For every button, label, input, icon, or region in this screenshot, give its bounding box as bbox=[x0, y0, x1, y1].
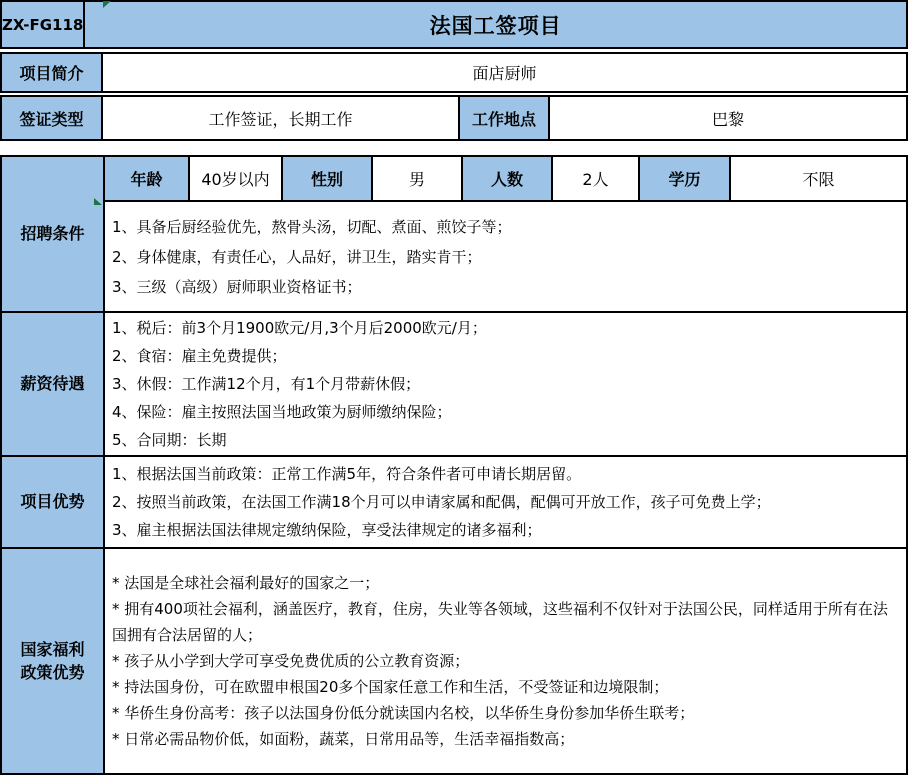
recruitment-conditions-text bbox=[105, 202, 906, 313]
age-label: 年龄 bbox=[105, 157, 190, 200]
advantage-line: 3、雇主根据法国法律规定缴纳保险，享受法律规定的诸多福利； bbox=[112, 521, 542, 539]
headcount-value: 2人 bbox=[553, 157, 640, 200]
detail-content-column bbox=[105, 157, 906, 773]
visa-type-value: 工作签证，长期工作 bbox=[103, 97, 460, 139]
project-code: ZX-FG118 bbox=[2, 2, 85, 47]
salary-line: 5、合同期：长期 bbox=[112, 431, 227, 449]
work-location-label: 工作地点 bbox=[460, 97, 550, 139]
headcount-label: 人数 bbox=[463, 157, 553, 200]
visa-type-label: 签证类型 bbox=[2, 97, 103, 139]
welfare-line: * 拥有400项社会福利，涵盖医疗，教育，住房，失业等各领域，这些福利不仅针对于法国公民，同样适用于所有在法国拥有合法居留的人； bbox=[112, 600, 888, 644]
intro-label: 项目简介 bbox=[2, 54, 103, 91]
salary-benefits-text bbox=[105, 313, 906, 457]
page-title: 法国工签项目 bbox=[85, 2, 906, 47]
salary-line: 3、休假：工作满12个月，有1个月带薪休假； bbox=[112, 375, 421, 393]
gender-value: 男 bbox=[373, 157, 463, 200]
recruitment-line: 3、三级（高级）厨师职业资格证书； bbox=[112, 277, 362, 296]
salary-label: 薪资待遇 bbox=[2, 313, 103, 457]
advantage-line: 1、根据法国当前政策：正常工作满5年，符合条件者可申请长期居留。 bbox=[112, 465, 582, 483]
recruitment-label: 招聘条件 bbox=[2, 157, 103, 313]
header-row bbox=[0, 0, 908, 49]
work-location-value: 巴黎 bbox=[711, 109, 744, 129]
intro-value: 面店厨师 bbox=[472, 64, 537, 83]
welfare-label-line1: 国家福利 bbox=[20, 639, 85, 659]
salary-line: 1、税后：前3个月1900欧元/月,3个月后2000欧元/月； bbox=[112, 319, 487, 337]
section-label-column bbox=[2, 157, 105, 773]
education-label: 学历 bbox=[640, 157, 731, 200]
detail-table bbox=[0, 155, 908, 775]
welfare-line: * 持法国身份，可在欧盟申根国20多个国家任意工作和生活，不受签证和边境限制； bbox=[112, 678, 669, 696]
project-advantages-text bbox=[105, 457, 906, 549]
welfare-line: * 日常必需品物价低，如面粉，蔬菜，日常用品等，生活幸福指数高； bbox=[112, 730, 575, 748]
salary-line: 2、食宿：雇主免费提供； bbox=[112, 347, 287, 365]
recruitment-line: 2、身体健康，有责任心，人品好，讲卫生，踏实肯干； bbox=[112, 247, 482, 266]
welfare-label bbox=[2, 549, 103, 773]
advantage-line: 2、按照当前政策，在法国工作满18个月可以申请家属和配偶，配偶可开放工作，孩子可免费上学； bbox=[112, 493, 771, 511]
education-value: 不限 bbox=[802, 170, 835, 189]
advantages-label: 项目优势 bbox=[2, 457, 103, 549]
visa-row bbox=[0, 95, 908, 141]
age-value: 40岁以内 bbox=[190, 157, 283, 200]
salary-line: 4、保险：雇主按照法国当地政策为厨师缴纳保险； bbox=[112, 403, 452, 421]
welfare-line: * 华侨生身份高考：孩子以法国身份低分就读国内名校，以华侨生身份参加华侨生联考； bbox=[112, 704, 695, 722]
welfare-line: * 法国是全球社会福利最好的国家之一； bbox=[112, 574, 380, 592]
welfare-line: * 孩子从小学到大学可享受免费优质的公立教育资源； bbox=[112, 652, 470, 670]
gender-label: 性别 bbox=[283, 157, 373, 200]
recruitment-line: 1、具备后厨经验优先，熬骨头汤，切配、煮面、煎饺子等； bbox=[112, 217, 512, 236]
intro-row bbox=[0, 52, 908, 93]
welfare-policy-text bbox=[105, 549, 906, 773]
attributes-row bbox=[105, 157, 906, 202]
welfare-label-line2: 政策优势 bbox=[20, 663, 85, 682]
